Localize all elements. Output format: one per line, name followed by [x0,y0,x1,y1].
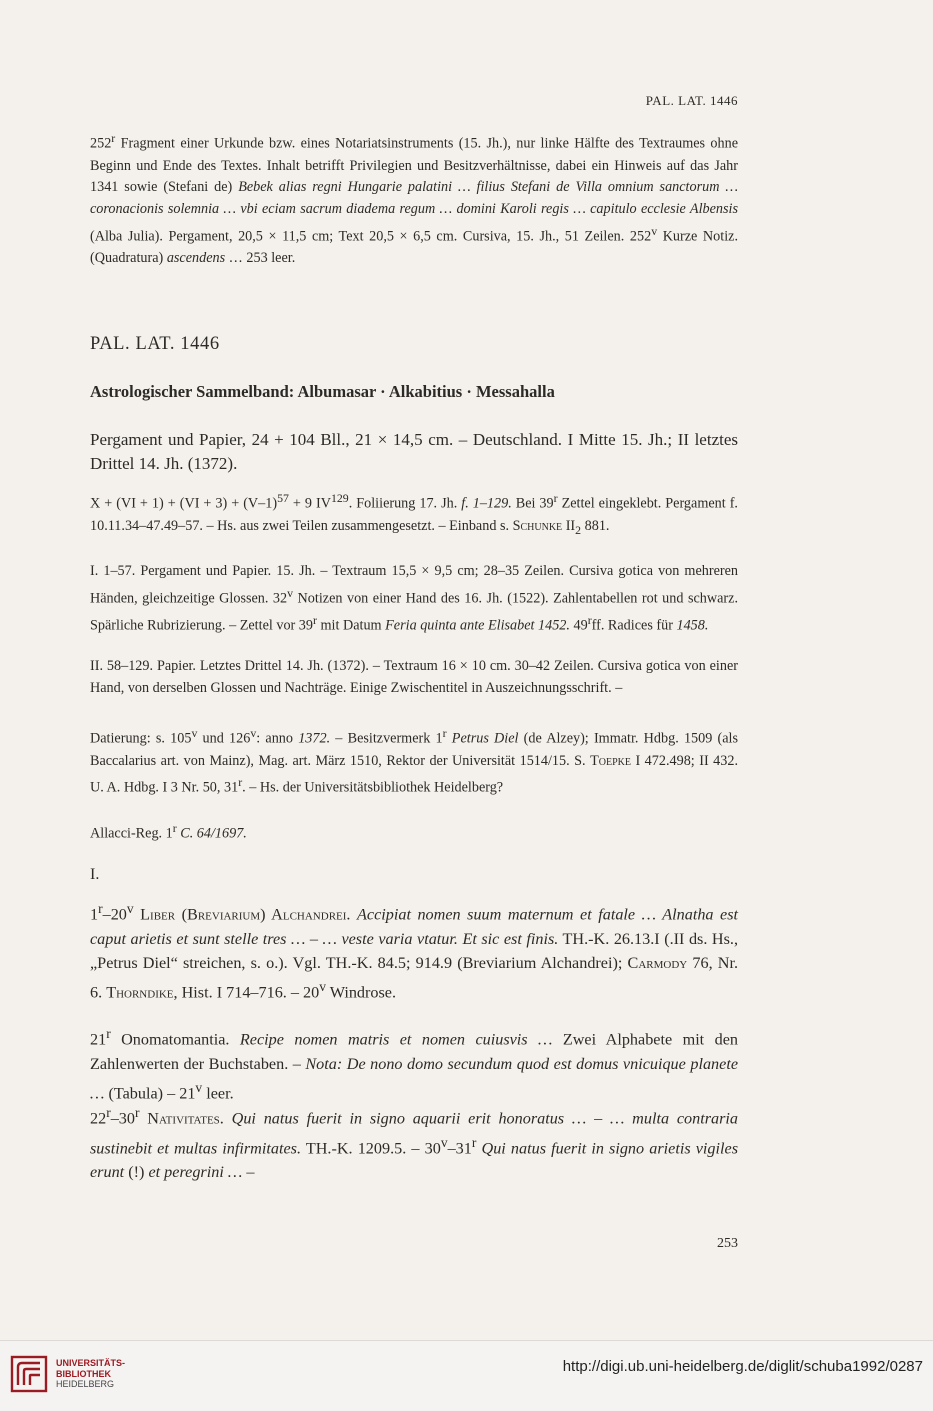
viewer-footer [0,1340,933,1411]
dating-paragraph: Datierung: s. 105$^v$ und 126$^v$: anno 1372. – Besitzvermerk 1$^r$ Petrus Diel (de Alzey); Immatr. Hdbg. 1509 (als Baccalarius art. von Mainz), Mag. art. März 1510, Rektor der Universität 1514/15. S. Toepke I 472.498; II 432. U. A. Hdbg. I 3 Nr. 50, 31$^r$. – Hs. der Universitätsbibliothek Heidelberg? [90,726,739,797]
page-number: 253 [717,1236,738,1251]
allacci-paragraph: Allacci-Reg. 1$^r$ C. 64/1697. [90,821,247,842]
running-head: PAL. LAT. 1446 [645,93,738,108]
entry-252 [90,128,738,270]
item-nativitates: 22$^r$–30$^r$ Nativitates. Qui natus fuerit in signo aquarii erit honoratus … – … multa contraria sustinebit et multas infirmitates. TH.-K. 1209.5. – 30$^v$–31$^r$ Qui natus fuerit in signo arietis vigiles erunt (!) et peregrini … – [90,1105,739,1182]
part-two-paragraph: II. 58–129. Papier. Letztes Drittel 14. Jh. (1372). – Textraum 16 × 10 cm. 30–42 Zeilen. Cursiva gotica von einer Hand, von derselben Glossen und Nachträge. Einige Zwischentitel in Auszeichnungsschrift. – [90,658,738,696]
section-label: I. [90,866,100,883]
permalink-url[interactable]: http://digi.ub.uni-heidelberg.de/diglit/schuba1992/0287 [562,1358,923,1375]
manuscript-heading: PAL. LAT. 1446 [90,334,220,354]
part-one-paragraph: I. 1–57. Pergament und Papier. 15. Jh. – Textraum 15,5 × 9,5 cm; 28–35 Zeilen. Cursiva gotica von mehreren Händen, gleichzeitige Glossen. 32$^v$ Notizen von einer Hand des 16. Jh. (1522). Zahlentabellen rot und schwarz. Spärliche Rubrizierung. – Zettel vor 39$^r$ mit Datum Feria quinta ante Elisabet 1452. 49$^r$ff. Radices für 1458. [90,563,738,635]
library-logo-text[interactable]: UNIVERSITÄTS- BIBLIOTHEK HEIDELBERG [56,1358,126,1389]
manuscript-subtitle: Astrologischer Sammelband: Albumasar · Alkabitius · Messahalla [90,382,555,401]
collation-paragraph: $X + (VI + 1) + (VI + 3) + (V-1)^{57} + 9$ IV$^{129}$. Foliierung 17. Jh. f. 1–129. Bei 39$^r$ Zettel eingeklebt. Pergament f. 10.11.34–47.49–57. – Hs. aus zwei Teilen zusammengesetzt. – Einband s. Schunke $II_2$ 881. [90,491,738,537]
entry-252-text: 252$^r$ Fragment einer Urkunde bzw. eines Notariatsinstruments (15. Jh.), nur linke Hälfte des Textraumes ohne Beginn und Ende des Textes. Inhalt betrifft Privilegien und Besitzverhältnisse, dabei ein Hinweis auf das Jahr 1341 sowie (Stefani de) Bebek alias regni Hungarie palatini … filius Stefani de Villa omnium sanctorum … coronacionis solemnia … vbi eciam sacrum diadema regum … domini Karoli regis … capitulo ecclesie Albensis (Alba Julia). Pergament, 20,5 × 11,5 cm; Text 20,5 × 6,5 cm. Cursiva, 15. Jh., 51 Zeilen. 252$^v$ Kurze Notiz. (Quadratura) ascendens … 253 leer. [90,131,738,267]
library-logo-icon[interactable] [10,1355,48,1393]
item-liber-alchandrei: 1$^r$–20$^v$ Liber (Breviarium) Alchandrei. Accipiat nomen suum maternum et fatale … Alnatha est caput arietis et sunt stelle tres … – … veste varia vtatur. Et sic est finis. TH.-K. 26.13.I (.II ds. Hs., „Petrus Diel“ streichen, s. o.). Vgl. TH.-K. 84.5; 914.9 (Breviarium Alchandrei); Carmody 76, Nr. 6. Thorndike, Hist. I 714–716. – 20$^v$ Windrose. [90,901,739,1002]
manuscript-description: Pergament und Papier, 24 + 104 Bll., 21 × 14,5 cm. – Deutschland. I Mitte 15. Jh.; II letztes Drittel 14. Jh. (1372). [90,430,738,473]
item-onomatomantia: 21$^r$ Onomatomantia. Recipe nomen matris et nomen cuiusvis … Zwei Alphabete mit den Zahlenwerten der Buchstaben. – Nota: De nono domo secundum quod est domus vnicuique planete … (Tabula) – 21$^v$ leer. [90,1026,738,1103]
